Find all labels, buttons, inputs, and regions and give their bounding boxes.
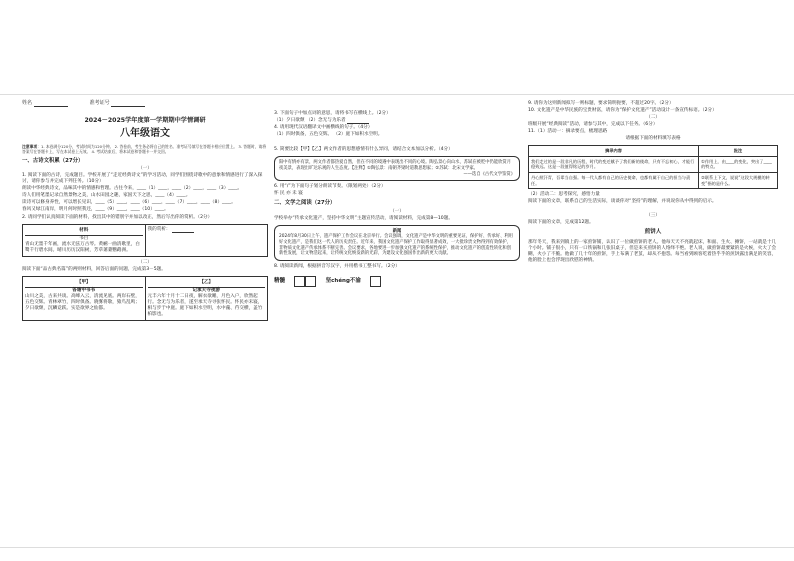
column-middle — [274, 110, 520, 540]
question-3: 3. 下面句子中加点词的意思，请将书写在横线上。（2分） — [274, 111, 391, 116]
q1-line-4: 春风又绿江南岸，明月何时照我还，____（9）____，____（10）____。 — [22, 207, 169, 213]
part-1-label: （一） — [138, 166, 152, 172]
question-3-items[interactable]: （1）夕日欲颓 （2）念无与为乐者 — [274, 118, 520, 124]
notes: 注意事项：1. 本卷满分120分，考试时间为120分钟。 2. 答卷前，考生务必将自己的姓名、准考证号填写在答题卡相应位置上。 3. 答题时，请将答案写在答题卡上，写在本试卷上无效。 4. 考试结束后，将本试卷和答题卡一并交回。 — [22, 143, 267, 154]
question-2: 2. 请同学们认真阅读下面的材料，找出其中的错别字并加以改正，然后写出你的赏析。（2分） — [22, 214, 213, 220]
exam-no-field[interactable]: 准考证号 — [90, 100, 146, 107]
question-4: 4. 请用现代汉语翻译文中画横线的句子。（4分） — [274, 125, 373, 131]
appreciation-box[interactable]: 我的赏析： — [145, 225, 268, 256]
section-2-heading: 二、文学之阅读（27分） — [274, 200, 336, 207]
table-caption: 请根据下面的材料填写表格 — [625, 136, 681, 142]
question-1: 1. 阅读下面的古诗，完成题目。学校开展了“走近经典诗文”的学习活动，同学们围绕诗歌中的意象和情感进行了深入探讨，请你参与并完成下列任务。（10分） — [22, 173, 263, 185]
news-frame: 新闻 2024年8月30日上午，遗产保护工作会议在北京举行。会议强调，文化遗产是中华文明的重要见证，保护好、传承好、利用好文化遗产，是我们这一代人的历史责任。近年来，我国文化遗产保护工作取得显著成效，一大批珍贵文物得到有效保护，非物质文化遗产传承体系不断完善。会议要求，各地要进一步加强文化遗产的系统性保护，推动文化遗产的创造性转化和创新性发展，让文物活起来，让传统文化焕发新的光彩，为建设文化强国作出新的更大贡献。 — [274, 225, 520, 261]
column-right — [528, 100, 778, 540]
q1-line-2: 诗人们用笔墨记录自然景物之美，山水田园之趣，家国天下之思，____（4）____。 — [22, 193, 191, 199]
question-12-text: 阅读下面的文章，联系自己的生活实际，谈谈你对“坚持”的理解，并说说你从中得到的启示。 — [528, 199, 717, 205]
part-2-label: （二） — [138, 259, 152, 265]
name-field[interactable]: 姓名 — [22, 100, 68, 107]
question-8: 8. 请阅读新闻，根据拼音写汉字，并用楷书工整书写。（2分） — [274, 264, 400, 270]
passage-box — [22, 276, 268, 321]
passage-jia: 【甲】 答谢中书书 山川之美，古来共谈。高峰入云，清流见底。两岸石壁，五色交辉。青林翠竹，四时俱备。晓雾将歇，猿鸟乱鸣；夕日欲颓，沉鳞竞跃。实是欲界之仙都。 — [23, 277, 145, 320]
exam-title: 2024－2025学年度第一学期期中学情调研 — [84, 116, 206, 124]
part-1-label-2: （一） — [390, 208, 404, 214]
question-12: （2）活动二：思考探究，感悟力量 — [528, 192, 600, 198]
column-left — [22, 100, 268, 540]
annotation-table: 摘录内容 批注 我们走过的是一段非凡的历程，时代的变迁赋予了我们新的使命，只有不忘初心，才能行稳致远。这是一段值得铭记的岁月。 ①作用上，由____的变化，突出了____的特点。 丹心照汗青，吾辈当自强。每一代人都有自己的历史使命，也都有属于自己的担当与责任。 ②联系上下文，说说“这段大规模的转变”指的是什么。 — [528, 145, 778, 189]
passage-yi: 【乙】 记承天寺夜游 元丰六年十月十二日夜，解衣欲睡，月色入户，欣然起行。念无与为乐者，遂至承天寺寻张怀民。怀民亦未寝，相与步于中庭。庭下如积水空明，水中藻、荇交横，盖竹柏影也。 — [145, 277, 268, 320]
table-row: 丹心照汗青，吾辈当自强。每一代人都有自己的历史使命，也都有属于自己的担当与责任。 ②联系上下文，说说“这段大规模的转变”指的是什么。 — [529, 173, 778, 189]
question-10: 10. 文化遗产是中华民族的宝贵财富，请你为“保护文化遗产”活动设计一条宣传标语。（2分） — [528, 108, 717, 114]
essay-body: 那年冬天，我来到镇上的一家煎饼铺，认识了一位做煎饼的老人。他每天天不亮就起床，和面、生火、摊饼，一站就是十几个小时。铺子很小，只有一口铁锅和几张旧桌子，但是来买煎饼的人络绎不绝。老人说，做煎饼最要紧的是火候，火大了会糊，火小了不脆。他做了几十年的煎饼，手上布满了老茧，却从不抱怨。每当看到顾客吃着热乎乎的煎饼露出满足的笑容，他的脸上也会浮现出欣慰的神情。 — [528, 239, 777, 263]
question-5: 5. 简要比较【甲】【乙】两文作者的思想感情有什么异同，请结合文本加以分析。（4分） — [274, 147, 453, 153]
question-4-items: （1）四时俱备，五色交辉。 （2）庭下如积水空明。 — [274, 132, 383, 138]
q1-line-3: 读诗可以修身养性，可以增长见识，____（5）____，____（6）____，____（7）____，____（8）____。 — [22, 200, 236, 206]
answer-lines-4[interactable] — [274, 139, 520, 146]
part-2-label-3: （二） — [646, 115, 660, 121]
question-9: 9. 请你为这则新闻拟写一则标题，要求简明扼要，不超过20字。（2分） — [528, 101, 674, 106]
student-info — [22, 100, 268, 107]
table-row: 我们走过的是一段非凡的历程，时代的变迁赋予了我们新的使命，只有不忘初心，才能行稳致远。这是一段值得铭记的岁月。 ①作用上，由____的变化，突出了____的特点。 — [529, 156, 778, 172]
question-7-intro: 学校举办“传承文化遗产，坚持中华文明”主题宣传活动，请阅读材料，完成第8—10题。 — [274, 215, 453, 221]
question-13-intro: 阅读下面的文章，完成第12题。 — [528, 220, 594, 226]
question-11-intro: 班级开展“经典阅读”活动，请参与其中，完成以下任务。（6分） — [528, 122, 658, 128]
reference-frame: 阳中有情亦有景，两文作者都热爱自然，但在不同的境遇中表现出不同的心境。陶弘景心向山水，苏轼在被贬中仍能欣赏月夜美景，表现出旷达乐观的人生态度。【注释】①陶弘景：南朝齐梁时道教思想家；②苏轼：北宋文学家。 ——选自《古代文学鉴赏》 — [274, 156, 520, 181]
exam-subject: 八年级语文 — [120, 127, 170, 139]
q1-line-1: 朗读中华经典诗文，品味其中的情感和哲理。古往今来，____（1）____，____（2）____，____（3）____。 — [22, 186, 243, 192]
section-1-heading: 一、古诗文积累（27分） — [22, 157, 84, 164]
handwriting-grid[interactable]: 精髓 坚chéng不渝 — [274, 276, 520, 287]
question-3-intro: 阅读下面“品古典名篇”的两则材料，回答后面的问题，完成第3－5题。 — [22, 266, 166, 272]
question-11: 11.（1）活动一：摘录要点，梳理思路 — [528, 129, 608, 135]
part-3-label: （三） — [646, 213, 660, 219]
essay-title: 煎饼人 — [644, 229, 662, 236]
question-6: 6. 用“/”为下面句子划分朗读节奏。（限划两处）（2分） — [274, 184, 386, 190]
material-box — [22, 224, 268, 257]
material-box-left: 材料 书目 青山无墨千年画，流水无弦万古琴。黄鹂一曲清歌里，白鹭千行碧水间。晴川历历汉阳树，芳草萋萋鹦鹉洲。 — [23, 225, 145, 256]
question-6-text[interactable]: 怀 民 亦 未 寝 — [274, 191, 303, 197]
